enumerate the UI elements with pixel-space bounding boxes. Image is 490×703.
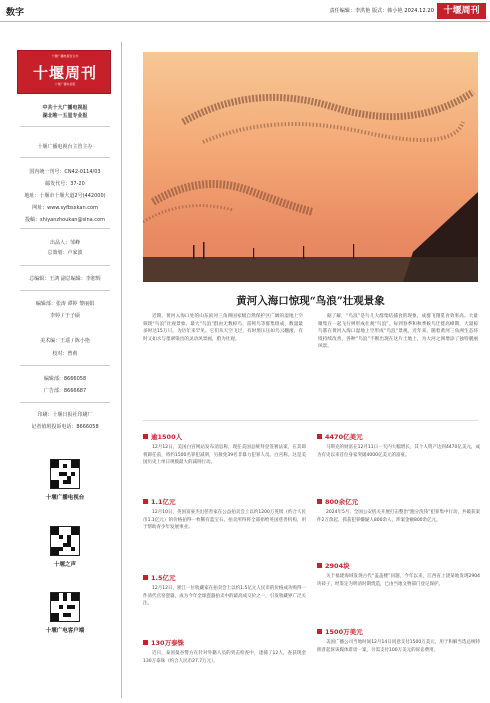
divider [20, 265, 110, 266]
news-body: 美国广播公司当地时间12月14日同意支付1500万美元，用于和解当选总统特朗普起诉该媒体诽谤一案，另需支付100万美元的诉讼费用。 [317, 640, 480, 653]
divider [20, 402, 110, 403]
masthead-sub: 十堰广播电视报 [54, 82, 76, 86]
header-logo: 十堰周刊 [437, 3, 486, 19]
news-title: 4470亿美元 [325, 433, 363, 441]
divider [20, 290, 110, 291]
article-headline: 黄河入海口惊现“鸟浪”壮观景象 [236, 295, 385, 307]
qr-label: 十堰广播电视台 [45, 495, 85, 501]
divider [20, 157, 110, 158]
section-label: 数字 [6, 8, 25, 18]
info-line: 国内统一刊号：CN42-0114/03 [29, 169, 101, 175]
news-item [317, 627, 480, 654]
qr-code-icon[interactable] [50, 459, 80, 489]
staff-line: 编辑部：8666058 [43, 376, 87, 382]
news-body: 2024年5月，全国公安机关开展打击整治“跑分洗钱”犯罪集中行动，共破获案件2万余起，抓获犯罪嫌疑人800余人，涉案金额800余亿元。 [317, 510, 480, 523]
qr-label: 十堰广电客户端 [45, 628, 85, 634]
divider [20, 228, 110, 229]
divider [143, 420, 478, 421]
bullet-icon [143, 499, 148, 504]
staff-line: 广告部：8666687 [43, 388, 87, 394]
masthead-title: 十堰周刊 [32, 64, 97, 82]
staff-line: 校对：曾莉 [52, 351, 78, 357]
news-title: 逾1500人 [151, 433, 183, 441]
masthead-top: 十堰广播电视台主办 [51, 54, 79, 58]
staff-line: 记者值班投诉电话：8666058 [31, 424, 99, 430]
news-body: 关于福建海域发现古代“盖盖楼”问题，今年以来，江西省上饶某地发现2904块砖子，经鉴定为明清时期烧造，已由当地文物部门登记保护。 [317, 574, 480, 587]
news-body: 近日，泰国曼谷警方在针对外籍人员的突击检查中，逮捕了12人，查获现金130万泰铢（约合人民币27.7万元）。 [143, 651, 306, 664]
news-item [317, 432, 480, 459]
staff-line: 印刷：十堰日报社印刷厂 [37, 412, 93, 418]
news-title: 130万泰铢 [151, 639, 185, 647]
staff-line: 总策划：卢家波 [47, 250, 83, 256]
info-line: 投稿：shiyanzhoukan@sina.com [25, 217, 105, 223]
masthead [17, 50, 111, 94]
news-item [143, 497, 306, 532]
article-lead-left: 近期，黄河入海口处的山东滨河三角洲国家级自然保护区广阔的湿地上空频现“鸟浪”壮观景象。最大“鸟浪”群由无数椋鸟、雷鸣鸟等群集组成，数量最多时达15万只。为历年来罕见。它们从天空飞过，有时黑压压如乌云翻滚，有时又如水与墨翠染出的灵动风景画，蔚为壮观。 [143, 314, 303, 342]
news-body: 12月12日，浙江一位收藏家在拍卖会上以约1.5亿元人民币的价格成功购得一件清代官窑瓷器，成为今年全球瓷器拍卖中的最高成交价之一，引发收藏界广泛关注。 [143, 586, 306, 607]
sidebar [10, 42, 122, 698]
bullet-icon [317, 629, 322, 634]
qr-code-icon[interactable] [50, 526, 80, 556]
bullet-icon [317, 563, 322, 568]
page-header [0, 0, 490, 22]
article-lead-right: 据了解，“鸟浪”是鸟儿大群集结捕食的现象，成群飞翔觅食效率高。大量聚集在一起飞行则形成壮观“鸟浪”。每到春季和秋季候鸟迁徙高峰期，大量椋鸟都在黄河入海口湿地上空形成“鸟浪”景观。近年来，随着黄河三角洲生态环境持续改善，各种“鸟浪”不断出现在这片土地上，为大河之洲增添了独特靓丽风景。 [318, 314, 478, 349]
news-title: 1.5亿元 [151, 574, 176, 582]
staff-line: 编辑部：张涛 谭婷 黎丽娟 [35, 301, 95, 307]
news-body: 12月10日，英国富豪杰出慈善家在公益拍卖会上以约1200万英镑（约合人民币1.1亿元）的价格拍得一枚稀有蓝宝石。拍卖所得将全部捐给英国慈善机构，用于帮助青少年发展事业。 [143, 510, 306, 531]
editor-credits: 责任编辑：李洪艳 版式：韩小艳 2024.12.20 [329, 8, 434, 14]
bullet-icon [143, 575, 148, 580]
bullet-icon [143, 640, 148, 645]
divider [20, 365, 110, 366]
news-body: 马斯克的财富在12月11日一天内大幅增长，其个人资产达到4470亿美元，成为有史以来首位身家突破4000亿美元的富豪。 [317, 445, 480, 458]
staff-line: 出品人：邹峰 [49, 240, 80, 246]
news-item [143, 432, 306, 467]
staff-line: 美术编：王遥 / 陈小艳 [40, 338, 90, 344]
qr-label: 十堰之声 [53, 562, 76, 568]
bird-wave-photo [143, 52, 478, 282]
news-item [317, 561, 480, 588]
staff-line: 李婷 / 于子硕 [50, 313, 80, 319]
news-title: 800余亿元 [325, 498, 359, 506]
org-line: 湖北唯一五星专业报 [42, 113, 88, 119]
news-item [317, 497, 480, 524]
divider [20, 126, 110, 127]
info-line: 邮发代号：37-20 [45, 181, 85, 187]
news-title: 1.1亿元 [151, 498, 176, 506]
info-line: 网址：www.syfbsxkan.com [32, 205, 98, 211]
bullet-icon [143, 434, 148, 439]
host-line: 十堰广播电视台主管主办 [37, 144, 93, 150]
info-line: 地址：十堰市十堰大道2号(442000) [24, 193, 106, 199]
qr-code-icon[interactable] [50, 592, 80, 622]
news-item [143, 573, 306, 608]
bullet-icon [317, 434, 322, 439]
news-title: 1500万美元 [325, 628, 363, 636]
staff-line: 总编辑：王鸿 副总编辑：李恕辉 [29, 276, 101, 282]
bullet-icon [317, 499, 322, 504]
news-item [143, 638, 306, 665]
news-body: 12月12日，美国白宫网站发布消息称，现任美国总统拜登签署法案，在其即将卸任前，将约1500名罪犯减刑，另赦免39名非暴力犯罪人员。白宫称，这是美国历史上单日规模最大的减刑行动。 [143, 445, 306, 466]
news-title: 2904块 [325, 562, 350, 570]
org-line: 中共十大广播电视报 [42, 105, 88, 111]
